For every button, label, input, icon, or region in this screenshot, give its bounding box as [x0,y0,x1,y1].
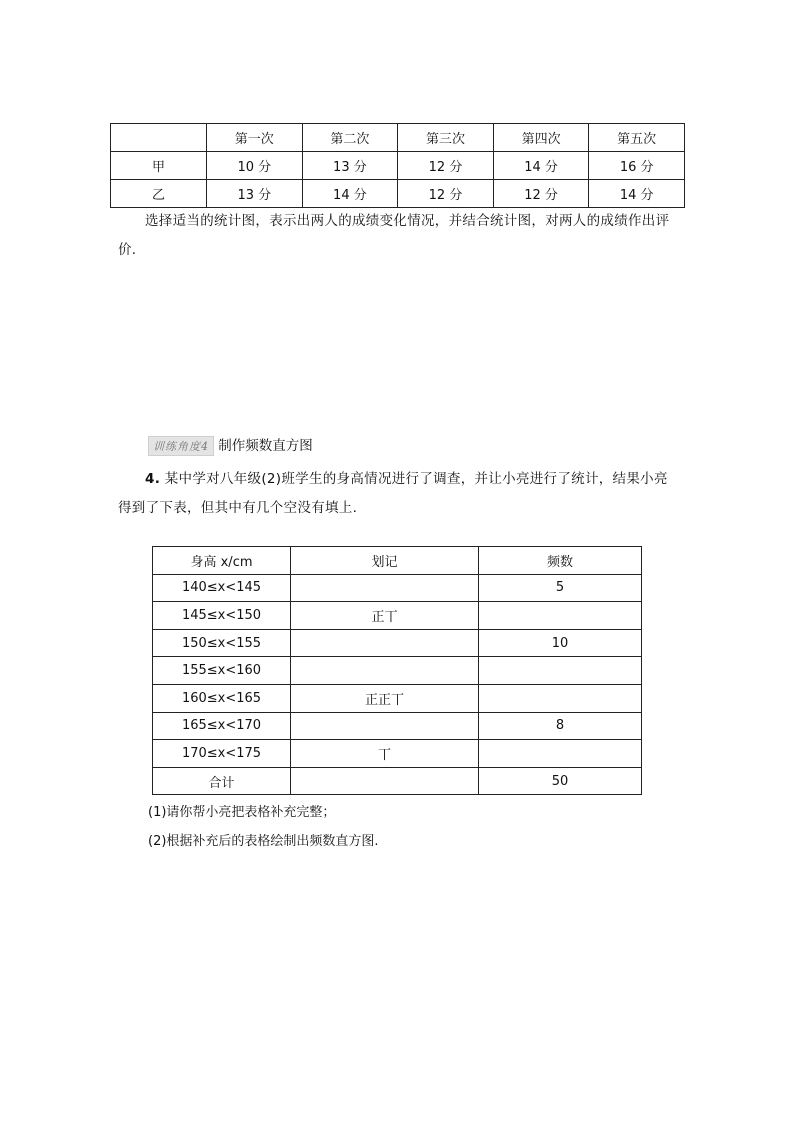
header-cell: 频数 [479,547,642,575]
question4-text: 某中学对八年级(2)班学生的身高情况进行了调查，并让小亮进行了统计，结果小亮 [164,471,668,487]
section-heading [148,434,313,456]
height-frequency-table [152,546,642,795]
header-cell: 身高 x/cm [153,547,291,575]
range-cell: 140≤x<145 [153,574,291,602]
header-cell: 第四次 [493,124,589,152]
frequency-cell [479,684,642,712]
question-number: 4. [145,471,161,487]
row-name-cell: 甲 [111,152,207,180]
header-cell: 第二次 [302,124,398,152]
subquestion-2: (2)根据补充后的表格绘制出频数直方图. [148,834,379,849]
score-cell: 12 分 [493,180,589,208]
table-row [153,740,642,768]
score-cell: 13 分 [302,152,398,180]
range-cell: 150≤x<155 [153,629,291,657]
score-cell: 10 分 [207,152,303,180]
tally-cell [291,657,479,685]
frequency-cell: 10 [479,629,642,657]
table-row [153,767,642,795]
tally-cell: 正丅 [291,602,479,630]
frequency-cell [479,602,642,630]
question4-line2: 得到了下表，但其中有几个空没有填上. [118,500,358,516]
frequency-cell: 8 [479,712,642,740]
score-cell: 14 分 [302,180,398,208]
table-row [111,180,685,208]
range-cell: 145≤x<150 [153,602,291,630]
question4-line1 [145,465,668,494]
table-row [153,629,642,657]
range-cell: 170≤x<175 [153,740,291,768]
question3-line1: 选择适当的统计图，表示出两人的成绩变化情况，并结合统计图，对两人的成绩作出评 [145,213,670,229]
table-header-row [111,124,685,152]
range-cell: 合计 [153,767,291,795]
header-cell: 第五次 [589,124,685,152]
score-cell: 12 分 [398,152,494,180]
section-title: 制作频数直方图 [218,438,313,454]
question3-line2: 价. [118,242,137,258]
table-row [153,657,642,685]
range-cell: 160≤x<165 [153,684,291,712]
tally-cell [291,767,479,795]
section-badge: 训练角度4 [148,436,214,456]
table-row [153,574,642,602]
tally-cell [291,574,479,602]
frequency-cell: 50 [479,767,642,795]
header-cell: 划记 [291,547,479,575]
frequency-cell [479,657,642,685]
header-cell [111,124,207,152]
score-table [110,123,685,208]
header-cell: 第三次 [398,124,494,152]
table-row [153,712,642,740]
score-cell: 14 分 [589,180,685,208]
row-name-cell: 乙 [111,180,207,208]
score-cell: 13 分 [207,180,303,208]
table-row [111,152,685,180]
subquestion-1: (1)请你帮小亮把表格补充完整； [148,805,336,820]
frequency-cell: 5 [479,574,642,602]
tally-cell: 丅 [291,740,479,768]
score-cell: 12 分 [398,180,494,208]
table-row [153,684,642,712]
table-header-row [153,547,642,575]
range-cell: 155≤x<160 [153,657,291,685]
frequency-cell [479,740,642,768]
table-row [153,602,642,630]
header-cell: 第一次 [207,124,303,152]
score-cell: 16 分 [589,152,685,180]
range-cell: 165≤x<170 [153,712,291,740]
tally-cell [291,712,479,740]
tally-cell: 正正丅 [291,684,479,712]
tally-cell [291,629,479,657]
score-cell: 14 分 [493,152,589,180]
